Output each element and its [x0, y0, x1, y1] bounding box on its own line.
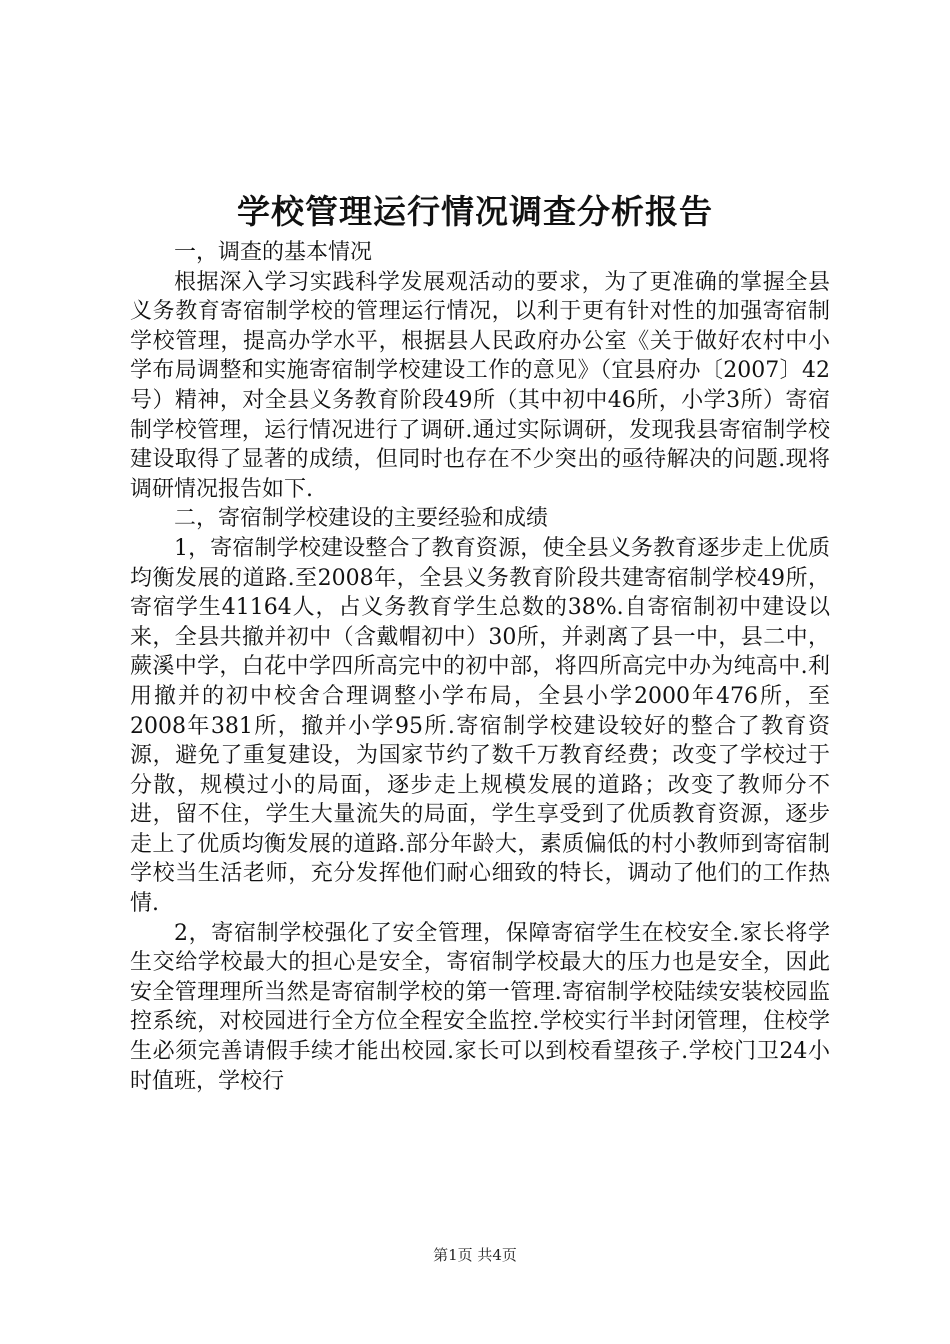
section-heading-1: 一，调查的基本情况: [174, 240, 373, 265]
paragraph-point-2: 2，寄宿制学校强化了安全管理，保障寄宿学生在校安全.家长将学生交给学校最大的担心是安全，寄宿制学校最大的压力也是安全，因此安全管理理所当然是寄宿制学校的第一管理.寄宿制学校陆续安装校园监控系统，对校园进行全方位全程安全监控.学校实行半封闭管理，住校学生必须完善请假手续才能出校园.家长可以到校看望孩子.学校门卫24小时值班，学校行: [130, 920, 830, 1094]
page-title: 学校管理运行情况调查分析报告: [237, 192, 713, 231]
paragraph-intro: 根据深入学习实践科学发展观活动的要求，为了更准确的掌握全县义务教育寄宿制学校的管理运行情况，以利于更有针对性的加强寄宿制学校管理，提高办学水平，根据县人民政府办公室《关于做好农村中小学布局调整和实施寄宿制学校建设工作的意见》（宜县府办〔2007〕42号）精神，对全县义务教育阶段49所（其中初中46所，小学3所）寄宿制学校管理，运行情况进行了调研.通过实际调研，发现我县寄宿制学校建设取得了显著的成绩，但同时也存在不少突出的亟待解决的问题.现将调研情况报告如下.: [130, 269, 830, 502]
page-footer: 第1页 共4页: [433, 1246, 517, 1264]
section-heading-2: 二，寄宿制学校建设的主要经验和成绩: [174, 506, 549, 532]
paragraph-point-1: 1，寄宿制学校建设整合了教育资源，使全县义务教育逐步走上优质均衡发展的道路.至2008年，全县义务教育阶段共建寄宿制学校49所，寄宿学生41164人，占义务教育学生总数的38%.自寄宿制初中建设以来，全县共撤并初中（含戴帽初中）30所，并剥离了县一中，县二中，蕨溪中学，白花中学四所高完中的初中部，将四所高完中办为纯高中.利用撤并的初中校舍合理调整小学布局，全县小学2000年476所，至2008年381所，撤并小学95所.寄宿制学校建设较好的整合了教育资源，避免了重复建设，为国家节约了数千万教育经费；改变了学校过于分散，规模过小的局面，逐步走上规模发展的道路；改变了教师分不进，留不住，学生大量流失的局面，学生享受到了优质教育资源，逐步走上了优质均衡发展的道路.部分年龄大，素质偏低的村小教师到寄宿制学校当生活老师，充分发挥他们耐心细致的特长，调动了他们的工作热情.: [130, 535, 830, 917]
document-body: [130, 238, 830, 1096]
